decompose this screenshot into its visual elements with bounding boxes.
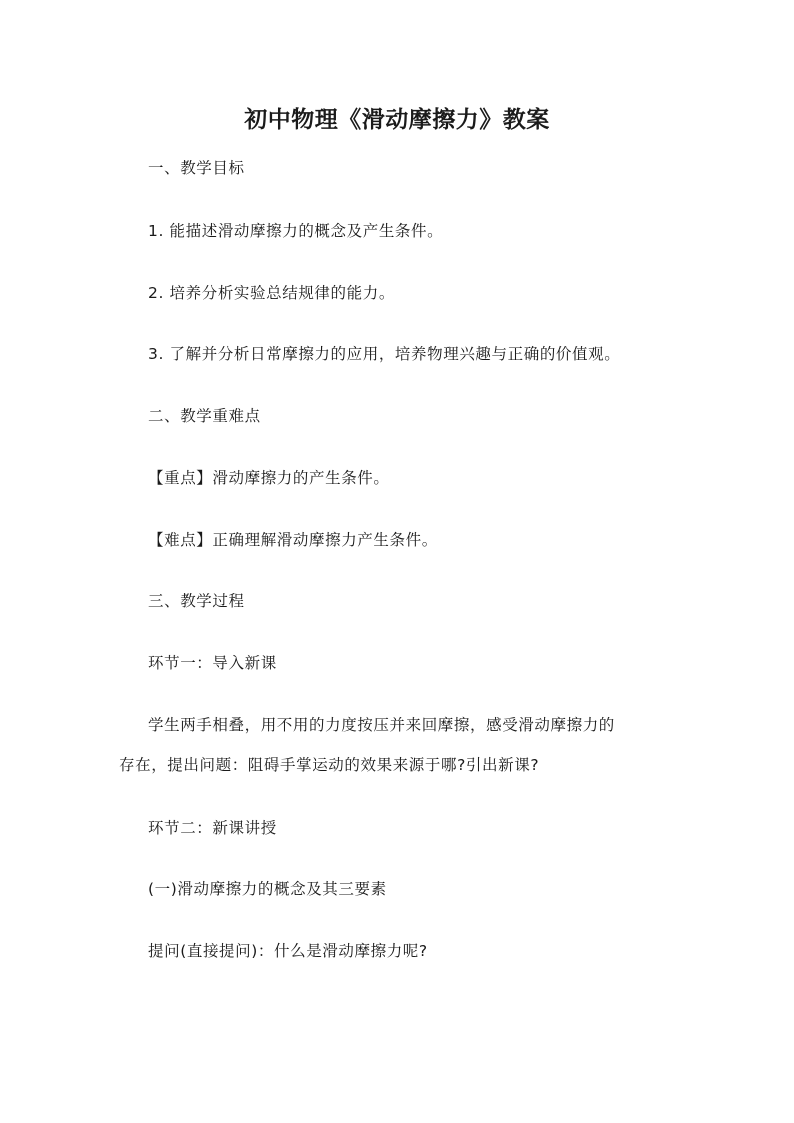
key-point-text: 【重点】滑动摩擦力的产生条件。: [148, 469, 390, 487]
question-text: 提问(直接提问)：什么是滑动摩擦力呢?: [148, 942, 428, 960]
section-heading-key-points: 二、教学重难点: [148, 407, 261, 425]
document-title: 初中物理《滑动摩擦力》教案: [244, 107, 550, 133]
subsection-heading: (一)滑动摩擦力的概念及其三要素: [148, 880, 387, 898]
paragraph-line: 学生两手相叠，用不用的力度按压并来回摩擦，感受滑动摩擦力的: [148, 716, 615, 734]
objective-item-1: 1. 能描述滑动摩擦力的概念及产生条件。: [148, 222, 444, 240]
paragraph-line: 存在，提出问题：阻碍手掌运动的效果来源于哪?引出新课?: [119, 756, 540, 774]
objective-item-3: 3. 了解并分析日常摩擦力的应用，培养物理兴趣与正确的价值观。: [148, 345, 621, 363]
section-heading-objectives: 一、教学目标: [148, 159, 245, 177]
step-heading-intro: 环节一：导入新课: [148, 654, 277, 672]
step-heading-new-lesson: 环节二：新课讲授: [148, 819, 277, 837]
section-heading-process: 三、教学过程: [148, 592, 245, 610]
objective-item-2: 2. 培养分析实验总结规律的能力。: [148, 284, 395, 302]
difficult-point-text: 【难点】正确理解滑动摩擦力产生条件。: [148, 531, 438, 549]
